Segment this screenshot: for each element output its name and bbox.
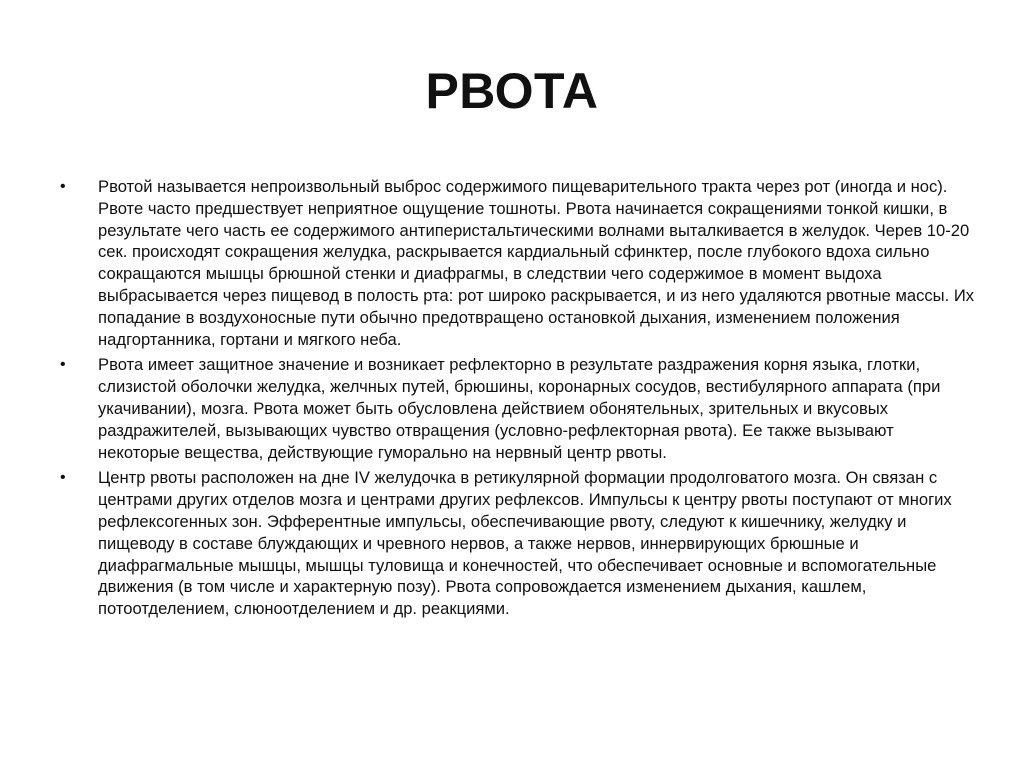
bullet-text: Центр рвоты расположен на дне IV желудочка в ретикулярной формации продолговатого мозга. Он связан с центрами других отделов мозга и центрами других рефлексов. Импульсы к центру рвоты поступают от многих рефлексогенных зон. Эфферентные импульсы, обеспечивающие рвоту, следуют к кишечнику, желудку и пищеводу в составе блуждающих и чревного нервов, а также нервов, иннервирующих брюшные и диафрагмальные мышцы, мышцы туловища и конечностей, что обеспечивает основные и вспомогательные движения (в том числе и характерную позу). Рвота сопровождается изменением дыхания, кашлем, потоотделением, слюноотделением и др. реакциями. [98, 468, 952, 619]
bullet-item [60, 176, 980, 350]
bullet-marker: • [60, 356, 66, 374]
bullet-item [60, 467, 980, 620]
bullet-item [60, 354, 980, 463]
slide-title: РВОТА [425, 63, 599, 119]
bullet-list [60, 176, 980, 624]
bullet-marker: • [60, 469, 66, 487]
bullet-marker: • [60, 178, 66, 195]
bullet-text: Рвотой называется непроизвольный выброс содержимого пищеварительного тракта через рот (иногда и нос). Рвоте часто предшествует неприятное ощущение тошноты. Рвота начинается сокращениями тонкой кишки, в результате чего часть ее содержимого антиперистальтическими волнами выталкивается в желудок. Черев 10-20 сек. происходят сокращения желудка, раскрывается кардиальный сфинктер, после глубокого вдоха сильно сокращаются мышцы брюшной стенки и диафрагмы, в следствии чего содержимое в момент выдоха выбрасывается через пищевод в полость рта: рот широко раскрывается, и из него удаляются рвотные массы. Их попадание в воздухоносные пути обычно предотвращено остановкой дыхания, изменением положения надгортанника, гортани и мягкого неба. [98, 177, 975, 349]
bullet-text: Рвота имеет защитное значение и возникает рефлекторно в результате раздражения корня языка, глотки, слизистой оболочки желудка, желчных путей, брюшины, коронарных сосудов, вестибулярного аппарата (при укачивании), мозга. Рвота может быть обусловлена действием обонятельных, зрительных и вкусовых раздражителей, вызывающих чувство отвращения (условно-рефлекторная рвота). Ее также вызывают некоторые вещества, действующие гуморально на нервный центр рвоты. [98, 355, 941, 462]
